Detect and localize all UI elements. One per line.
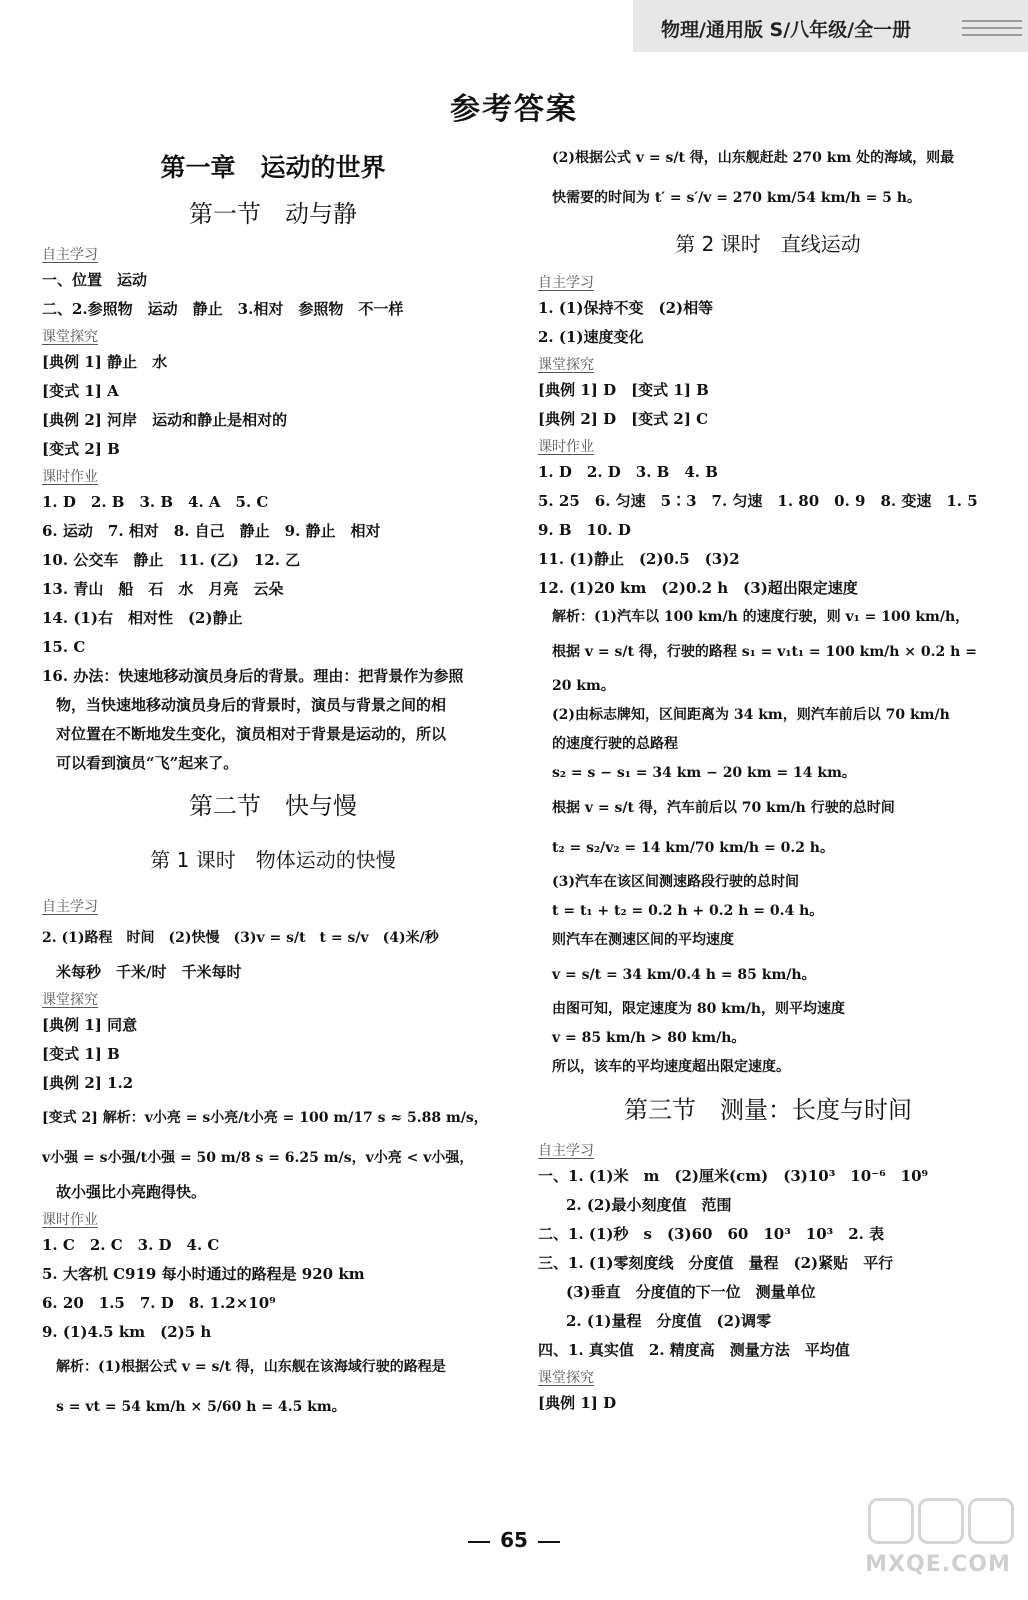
answer-line: [变式 1] B <box>42 1045 120 1063</box>
formula-line: 快需要的时间为 t′ = s′/v = 270 km/54 km/h = 5 h。 <box>552 190 921 206</box>
chapter-heading: 第一章 运动的世界 <box>160 153 386 182</box>
answer-line: 15. C <box>42 638 86 656</box>
section-label: 课时作业 <box>42 1212 98 1228</box>
section-label: 课时作业 <box>538 439 594 455</box>
answer-line: 物，当快速地移动演员身后的背景时，演员与背景之间的相 <box>56 696 447 714</box>
answer-line: 四、1. 真实值 2. 精度高 测量方法 平均值 <box>538 1341 850 1359</box>
section-heading: 第二节 快与慢 <box>189 792 357 820</box>
answer-line: 6. 运动 7. 相对 8. 自己 静止 9. 静止 相对 <box>42 522 381 540</box>
explanation-line: s₂ = s − s₁ = 34 km − 20 km = 14 km。 <box>552 765 856 781</box>
answer-line: 米每秒 千米/时 千米每时 <box>56 963 242 981</box>
page-title: 参考答案 <box>450 92 578 127</box>
answer-line: [变式 1] A <box>42 382 119 400</box>
formula-line: s = vt = 54 km/h × 5/60 h = 4.5 km。 <box>56 1399 346 1415</box>
explanation-line: 由图可知，限定速度为 80 km/h，则平均速度 <box>552 1001 846 1017</box>
right-column <box>538 138 998 1418</box>
lesson-heading: 第 1 课时 物体运动的快慢 <box>150 848 396 872</box>
explanation-line: 的速度行驶的总路程 <box>552 736 678 752</box>
answer-line: 二、2.参照物 运动 静止 3.相对 参照物 不一样 <box>42 300 404 318</box>
answer-line: 1. D 2. D 3. B 4. B <box>538 463 718 481</box>
explanation-line: t = t₁ + t₂ = 0.2 h + 0.2 h = 0.4 h。 <box>552 903 824 919</box>
answer-line: 9. (1)4.5 km (2)5 h <box>42 1323 212 1341</box>
formula-line: v小强 = s小强/t小强 = 50 m/8 s = 6.25 m/s，v小亮 < v小强， <box>42 1150 474 1166</box>
explanation-line: (2)由标志牌知，区间距离为 34 km，则汽车前后以 70 km/h <box>552 707 950 723</box>
answer-line: [典例 1] 同意 <box>42 1016 138 1034</box>
answer-line: [典例 2] 河岸 运动和静止是相对的 <box>42 411 288 429</box>
answer-line: 2. (1)量程 分度值 (2)调零 <box>566 1312 772 1330</box>
left-column <box>42 138 504 1427</box>
formula-line: t₂ = s₂/v₂ = 14 km/70 km/h = 0.2 h。 <box>552 840 834 856</box>
explanation-line: 20 km。 <box>552 678 615 694</box>
answer-line: 1. C 2. C 3. D 4. C <box>42 1236 220 1254</box>
answer-line: 可以看到演员“飞”起来了。 <box>56 754 239 772</box>
answer-line: 14. (1)右 相对性 (2)静止 <box>42 609 243 627</box>
header-decoration <box>962 20 1022 41</box>
formula-line: 根据 v = s/t 得，汽车前后以 70 km/h 行驶的总时间 <box>552 800 895 816</box>
section-label: 自主学习 <box>538 275 594 291</box>
answer-line: [变式 2] B <box>42 440 120 458</box>
answer-line: 10. 公交车 静止 11. (乙) 12. 乙 <box>42 551 301 569</box>
answer-line: 1. D 2. B 3. B 4. A 5. C <box>42 493 269 511</box>
spacer <box>42 886 504 894</box>
section-label: 课堂探究 <box>538 357 594 373</box>
answer-line: [典例 2] 1.2 <box>42 1074 134 1092</box>
lesson-heading: 第 2 课时 直线运动 <box>675 232 861 256</box>
section-label: 自主学习 <box>42 247 98 263</box>
answer-line: 2. (2)最小刻度值 范围 <box>566 1196 732 1214</box>
answer-line: 12. (1)20 km (2)0.2 h (3)超出限定速度 <box>538 579 858 597</box>
answer-line: 13. 青山 船 石 水 月亮 云朵 <box>42 580 284 598</box>
section-heading: 第三节 测量：长度与时间 <box>624 1096 912 1124</box>
section-label: 课堂探究 <box>42 329 98 345</box>
answer-line: 三、1. (1)零刻度线 分度值 量程 (2)紧贴 平行 <box>538 1254 894 1272</box>
answer-line: 5. 25 6. 匀速 5∶3 7. 匀速 1. 80 0. 9 8. 变速 1. 5 <box>538 492 978 510</box>
header-text: 物理/通用版 S/八年级/全一册 <box>661 19 912 41</box>
answer-line: [典例 1] D <box>538 1394 617 1412</box>
section-label: 课时作业 <box>42 469 98 485</box>
answer-line: 1. (1)保持不变 (2)相等 <box>538 299 714 317</box>
section-heading: 第一节 动与静 <box>189 200 357 228</box>
explanation-line: (3)汽车在该区间测速路段行驶的总时间 <box>552 874 799 890</box>
formula-line: 2. (1)路程 时间 (2)快慢 (3)v = s/t t = s/v (4)米/秒 <box>42 930 439 946</box>
section-label: 自主学习 <box>538 1143 594 1159</box>
answer-line: [典例 1] 静止 水 <box>42 353 168 371</box>
answer-line: 2. (1)速度变化 <box>538 328 644 346</box>
answer-line: [典例 2] D [变式 2] C <box>538 410 709 428</box>
page-number: 65 <box>500 1528 528 1552</box>
watermark-logo <box>862 1498 1014 1590</box>
answer-line: 5. 大客机 C919 每小时通过的路程是 920 km <box>42 1265 365 1283</box>
answer-line: 9. B 10. D <box>538 521 631 539</box>
formula-line: 解析：(1)根据公式 v = s/t 得，山东舰在该海域行驶的路程是 <box>56 1359 446 1375</box>
answer-line: 6. 20 1.5 7. D 8. 1.2×10⁹ <box>42 1294 276 1312</box>
answer-line: 11. (1)静止 (2)0.5 (3)2 <box>538 550 740 568</box>
formula-line: [变式 2] 解析：v小亮 = s小亮/t小亮 = 100 m/17 s ≈ 5.88 m/s， <box>42 1110 488 1126</box>
explanation-line: 则汽车在测速区间的平均速度 <box>552 932 734 948</box>
answer-line: 故小强比小亮跑得快。 <box>56 1183 207 1201</box>
section-label: 课堂探究 <box>538 1370 594 1386</box>
explanation-line: 解析：(1)汽车以 100 km/h 的速度行驶，则 v₁ = 100 km/h， <box>552 609 970 625</box>
explanation-line: 所以，该车的平均速度超出限定速度。 <box>552 1059 790 1075</box>
formula-line: 根据 v = s/t 得，行驶的路程 s₁ = v₁t₁ = 100 km/h × 0.2 h = <box>552 644 977 660</box>
answer-line: 16. 办法：快速地移动演员身后的背景。理由：把背景作为参照 <box>42 667 464 685</box>
explanation-line: v = 85 km/h > 80 km/h。 <box>552 1030 746 1046</box>
formula-line: (2)根据公式 v = s/t 得，山东舰赶赴 270 km 处的海域，则最 <box>552 150 955 166</box>
answer-line: [典例 1] D [变式 1] B <box>538 381 709 399</box>
section-label: 课堂探究 <box>42 992 98 1008</box>
watermark-text: MXQE.COM <box>865 1552 1011 1577</box>
answer-line: 对位置在不断地发生变化，演员相对于背景是运动的，所以 <box>56 725 447 743</box>
answer-line: 二、1. (1)秒 s (3)60 60 10³ 10³ 2. 表 <box>538 1225 885 1243</box>
section-label: 自主学习 <box>42 899 98 915</box>
answer-line: (3)垂直 分度值的下一位 测量单位 <box>566 1283 816 1301</box>
answer-line: 一、位置 运动 <box>42 271 148 289</box>
answer-line: 一、1. (1)米 m (2)厘米(cm) (3)10³ 10⁻⁶ 10⁹ <box>538 1167 929 1185</box>
header-bar <box>633 0 1028 52</box>
formula-line: v = s/t = 34 km/0.4 h = 85 km/h。 <box>552 967 816 983</box>
